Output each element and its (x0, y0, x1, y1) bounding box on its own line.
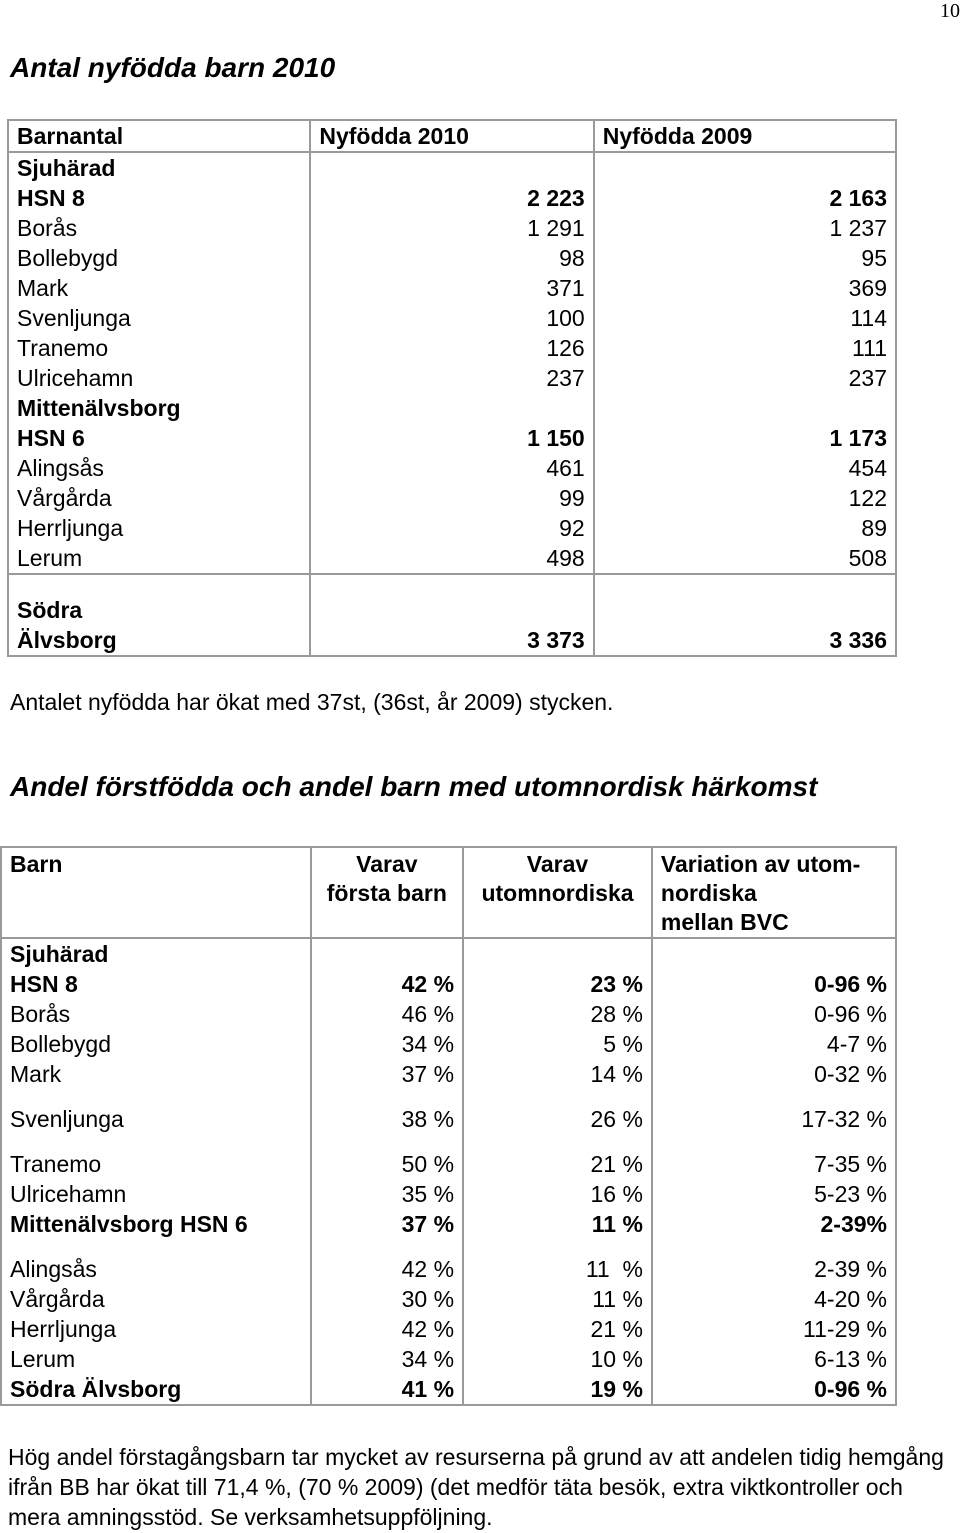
foreign-share: 11 % (463, 1209, 652, 1239)
region-name (1, 999, 311, 1029)
births-table-header (8, 120, 896, 152)
first-born-share: 42 % (311, 1314, 463, 1344)
share-row-tranemo (1, 1134, 896, 1179)
share-table-header (1, 847, 896, 938)
foreign-share: 23 % (463, 938, 652, 999)
births-2009-value: 114 (594, 303, 896, 333)
region-name (8, 483, 310, 513)
births-row-svenljunga (8, 303, 896, 333)
births-2010-value: 2 223 (310, 152, 593, 213)
region-name (8, 574, 310, 656)
births-2009-value: 2 163 (594, 152, 896, 213)
first-born-share: 37 % (311, 1209, 463, 1239)
region-name-line: Mark (10, 1061, 62, 1087)
header-nyfodda-2010: Nyfödda 2010 (310, 120, 593, 152)
region-name-line: Vårgårda (10, 1286, 105, 1312)
births-2010-value: 126 (310, 333, 593, 363)
share-row-boras (1, 999, 896, 1029)
first-born-share: 37 % (311, 1059, 463, 1089)
region-name-line: HSN 8 (10, 971, 78, 997)
variation-range: 17-32 % (652, 1089, 896, 1134)
variation-range: 2-39 % (652, 1239, 896, 1284)
region-name (8, 453, 310, 483)
page-number: 10 (940, 0, 960, 22)
births-2009-value: 454 (594, 453, 896, 483)
variation-range: 0-96 % (652, 999, 896, 1029)
foreign-share: 21 % (463, 1314, 652, 1344)
region-name (8, 303, 310, 333)
region-name (8, 152, 310, 213)
foreign-share: 16 % (463, 1179, 652, 1209)
foreign-share: 5 % (463, 1029, 652, 1059)
births-2009-value: 369 (594, 273, 896, 303)
region-name (1, 938, 311, 999)
births-2010-value: 98 (310, 243, 593, 273)
region-name (8, 333, 310, 363)
share-row-svenljunga (1, 1089, 896, 1134)
region-name-line: Mittenälvsborg (17, 395, 181, 421)
variation-range: 4-20 % (652, 1284, 896, 1314)
region-name-line: Södra Älvsborg (10, 1376, 182, 1402)
variation-range: 7-35 % (652, 1134, 896, 1179)
first-born-share: 50 % (311, 1134, 463, 1179)
variation-range: 5-23 % (652, 1179, 896, 1209)
births-2010-value: 100 (310, 303, 593, 333)
births-2009-value: 89 (594, 513, 896, 543)
births-row-mark (8, 273, 896, 303)
region-name (1, 1029, 311, 1059)
region-name-line: Alingsås (17, 455, 104, 481)
header-utomnordiska: Varav utomnordiska (463, 847, 652, 938)
region-name-line: Bollebygd (17, 245, 119, 271)
variation-range: 4-7 % (652, 1029, 896, 1059)
foreign-share: 14 % (463, 1059, 652, 1089)
share-row-ulricehamn (1, 1179, 896, 1209)
births-row-bollebygd (8, 243, 896, 273)
region-name (8, 363, 310, 393)
births-2010-value: 99 (310, 483, 593, 513)
births-table (7, 119, 897, 657)
births-2009-value: 508 (594, 543, 896, 574)
region-name-line: Tranemo (10, 1151, 102, 1177)
region-name (8, 393, 310, 453)
region-name-line: Herrljunga (17, 515, 124, 541)
region-name-line: Mark (17, 275, 69, 301)
region-name (8, 243, 310, 273)
region-name-line: Sjuhärad (17, 155, 116, 181)
region-name-line: Södra (17, 597, 83, 623)
variation-range: 0-96 % (652, 938, 896, 999)
variation-range: 0-32 % (652, 1059, 896, 1089)
first-born-share: 35 % (311, 1179, 463, 1209)
births-row-tranemo (8, 333, 896, 363)
region-name-line: Ulricehamn (17, 365, 134, 391)
region-name-line: Tranemo (17, 335, 109, 361)
first-born-share: 46 % (311, 999, 463, 1029)
births-2010-value: 3 373 (310, 574, 593, 656)
births-2009-value: 1 237 (594, 213, 896, 243)
foreign-share: 11 % (463, 1239, 652, 1284)
variation-range: 2-39% (652, 1209, 896, 1239)
variation-range: 11-29 % (652, 1314, 896, 1344)
births-2010-value: 92 (310, 513, 593, 543)
births-row-ulricehamn (8, 363, 896, 393)
births-2009-value: 237 (594, 363, 896, 393)
region-name-line: HSN 6 (17, 425, 85, 451)
foreign-share: 10 % (463, 1344, 652, 1374)
births-2010-value: 1 150 (310, 393, 593, 453)
first-born-note: Hög andel förstagångsbarn tar mycket av resurserna på grund av att andelen tidig hemgång ifrån BB har ökat till 71,4 %, (70 % 2009) (det medför täta besök, extra viktkontroller och mera amningsstöd. Se verksamhetsuppföljning. (8, 1444, 944, 1530)
header-nyfodda-2009: Nyfödda 2009 (594, 120, 896, 152)
births-2010-value: 461 (310, 453, 593, 483)
first-born-share: 30 % (311, 1284, 463, 1314)
region-name (8, 513, 310, 543)
region-name-line: Älvsborg (17, 627, 117, 653)
first-born-share: 42 % (311, 1239, 463, 1284)
births-row-lerum (8, 543, 896, 574)
births-2009-value: 3 336 (594, 574, 896, 656)
births-row-alingsas (8, 453, 896, 483)
share-row-lerum (1, 1344, 896, 1374)
foreign-share: 19 % (463, 1374, 652, 1405)
region-name-line: Vårgårda (17, 485, 112, 511)
region-name (1, 1179, 311, 1209)
share-table (0, 846, 897, 1406)
variation-range: 6-13 % (652, 1344, 896, 1374)
births-row-herrljunga (8, 513, 896, 543)
region-name-line: Sjuhärad (10, 941, 109, 967)
region-name (1, 1209, 311, 1239)
region-name-line: Alingsås (10, 1256, 97, 1282)
region-name (1, 1059, 311, 1089)
births-row-boras (8, 213, 896, 243)
region-name (8, 213, 310, 243)
region-name-line: Lerum (17, 545, 83, 571)
region-name-line: Lerum (10, 1346, 76, 1372)
region-name-line: Svenljunga (10, 1106, 124, 1132)
share-row-mark (1, 1059, 896, 1089)
header-variation: Variation av utom- nordiska mellan BVC (652, 847, 896, 938)
header-forsta-barn: Varav första barn (311, 847, 463, 938)
first-born-share: 42 % (311, 938, 463, 999)
region-name-line: Svenljunga (17, 305, 131, 331)
first-born-share: 38 % (311, 1089, 463, 1134)
births-2010-value: 237 (310, 363, 593, 393)
births-2009-value: 111 (594, 333, 896, 363)
header-barn: Barn (1, 847, 311, 938)
region-name (1, 1374, 311, 1405)
births-row-sjuharad-hsn-8 (8, 152, 896, 213)
foreign-share: 26 % (463, 1089, 652, 1134)
foreign-share: 21 % (463, 1134, 652, 1179)
births-row-vargarda (8, 483, 896, 513)
region-name (8, 273, 310, 303)
births-2009-value: 122 (594, 483, 896, 513)
births-2010-value: 371 (310, 273, 593, 303)
region-name-line: Borås (17, 215, 78, 241)
region-name-line: Borås (10, 1001, 71, 1027)
foreign-share: 28 % (463, 999, 652, 1029)
births-2010-value: 1 291 (310, 213, 593, 243)
births-row-mittenalvsborg-hsn-6 (8, 393, 896, 453)
region-name (1, 1239, 311, 1284)
share-row-herrljunga (1, 1314, 896, 1344)
region-name (1, 1284, 311, 1314)
region-name-line: Bollebygd (10, 1031, 112, 1057)
first-born-share: 34 % (311, 1344, 463, 1374)
header-barnantal: Barnantal (8, 120, 310, 152)
region-name (8, 543, 310, 574)
share-row-alingsas (1, 1239, 896, 1284)
region-name (1, 1344, 311, 1374)
region-name (1, 1134, 311, 1179)
first-born-share: 41 % (311, 1374, 463, 1405)
births-2010-value: 498 (310, 543, 593, 574)
share-row-vargarda (1, 1284, 896, 1314)
share-section-title: Andel förstfödda och andel barn med utomnordisk härkomst (10, 771, 818, 802)
share-row-bollebygd (1, 1029, 896, 1059)
first-born-share: 34 % (311, 1029, 463, 1059)
births-2009-value: 1 173 (594, 393, 896, 453)
region-name-line: Ulricehamn (10, 1181, 127, 1207)
births-note: Antalet nyfödda har ökat med 37st, (36st, år 2009) stycken. (10, 689, 614, 715)
share-row-sodra-alvsborg (1, 1374, 896, 1405)
region-name (1, 1089, 311, 1134)
region-name-line: Herrljunga (10, 1316, 117, 1342)
region-name-line: HSN 8 (17, 185, 85, 211)
foreign-share: 11 % (463, 1284, 652, 1314)
births-row-sodra-alvsborg (8, 574, 896, 656)
share-row-sjuharad-hsn-8 (1, 938, 896, 999)
variation-range: 0-96 % (652, 1374, 896, 1405)
share-row-mittenalvsborg-hsn-6 (1, 1209, 896, 1239)
births-section-title: Antal nyfödda barn 2010 (10, 52, 336, 83)
region-name (1, 1314, 311, 1344)
births-2009-value: 95 (594, 243, 896, 273)
region-name-line: Mittenälvsborg HSN 6 (10, 1211, 248, 1237)
